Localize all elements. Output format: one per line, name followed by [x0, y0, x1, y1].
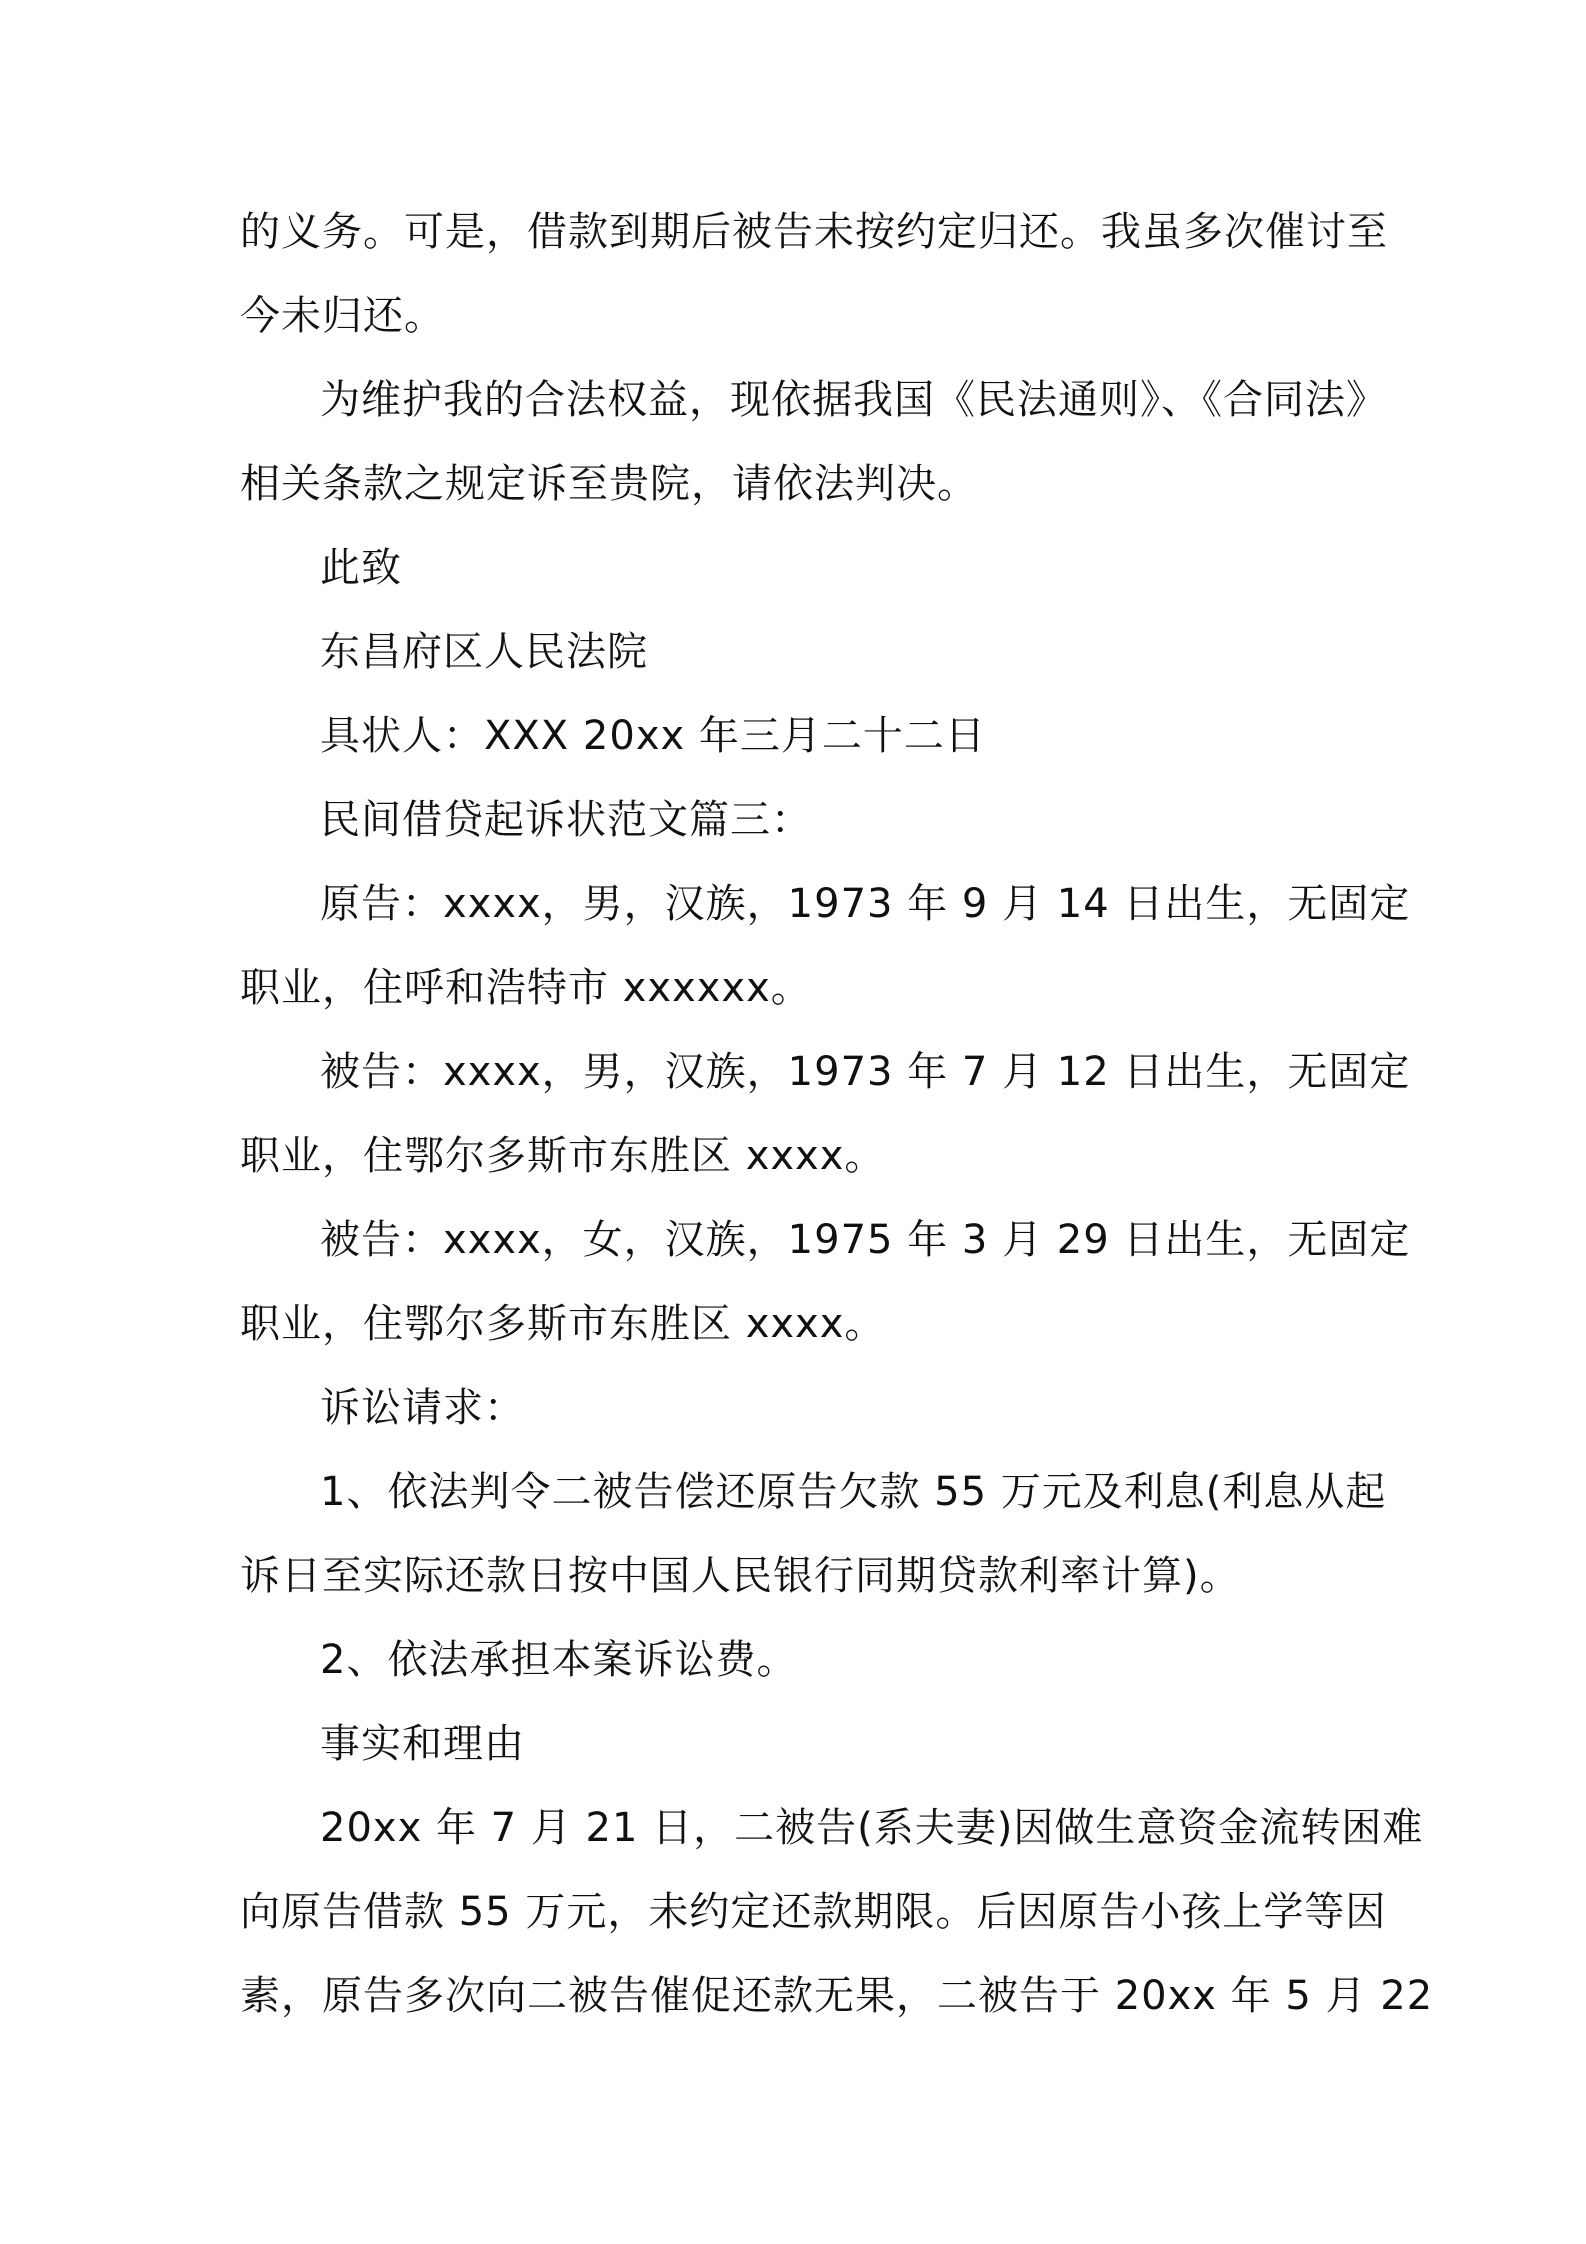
- text-line: 今未归还。: [240, 293, 445, 339]
- text-line: 此致: [320, 545, 402, 591]
- text-line: 向原告借款 55 万元，未约定还款期限。后因原告小孩上学等因: [240, 1889, 1387, 1935]
- text-line: 职业，住鄂尔多斯市东胜区 xxxx。: [240, 1301, 886, 1347]
- text-line: 相关条款之规定诉至贵院，请依法判决。: [240, 461, 978, 507]
- text-line: 的义务。可是，借款到期后被告未按约定归还。我虽多次催讨至: [240, 209, 1388, 255]
- text-line: 诉讼请求：: [320, 1385, 525, 1431]
- text-line: 民间借贷起诉状范文篇三：: [320, 797, 812, 843]
- text-line: 职业，住鄂尔多斯市东胜区 xxxx。: [240, 1133, 886, 1179]
- text-line: 诉日至实际还款日按中国人民银行同期贷款利率计算)。: [240, 1553, 1241, 1599]
- text-line: 事实和理由: [320, 1721, 525, 1767]
- text-line: 被告：xxxx，女，汉族，1975 年 3 月 29 日出生，无固定: [320, 1217, 1411, 1263]
- text-line: 为维护我的合法权益，现依据我国《民法通则》、《合同法》: [320, 377, 1387, 423]
- text-line: 20xx 年 7 月 21 日，二被告(系夫妻)因做生意资金流转困难: [320, 1805, 1424, 1851]
- text-line: 原告：xxxx，男，汉族，1973 年 9 月 14 日出生，无固定: [320, 881, 1411, 927]
- text-line: 具状人：XXX 20xx 年三月二十二日: [320, 713, 986, 759]
- text-line: 东昌府区人民法院: [320, 629, 648, 675]
- text-line: 素，原告多次向二被告催促还款无果，二被告于 20xx 年 5 月 22: [240, 1973, 1434, 2019]
- text-line: 1、依法判令二被告偿还原告欠款 55 万元及利息(利息从起: [320, 1469, 1387, 1515]
- text-line: 2、依法承担本案诉讼费。: [320, 1637, 798, 1683]
- text-line: 被告：xxxx，男，汉族，1973 年 7 月 12 日出生，无固定: [320, 1049, 1411, 1095]
- text-line: 职业，住呼和浩特市 xxxxxx。: [240, 965, 812, 1011]
